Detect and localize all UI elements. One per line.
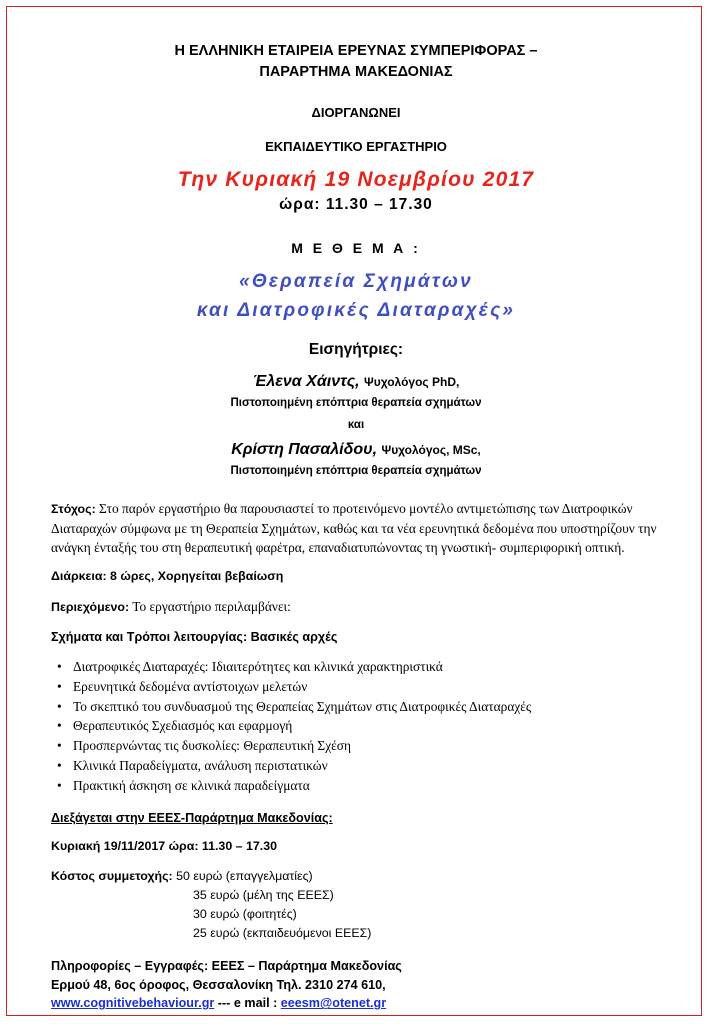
goal-paragraph bbox=[51, 499, 661, 557]
goal-text: Στο παρόν εργαστήριο θα παρουσιαστεί το προτεινόμενο μοντέλο αντιμετώπισης των Διατροφικών Διαταραχών σύμφωνα με τη Θεραπεία Σχημάτων, καθώς και τα νέα ερευνητικά δεδομένα που υποστηρίζουν την ανάγκη ένταξής του στη θεραπευτική φαρέτρα, επαναδιατυπώνοντας τη γνωστική- συμπεριφορική οπτική. bbox=[51, 501, 657, 556]
document-body bbox=[7, 7, 701, 1016]
list-item: • Θεραπευτικός Σχεδιασμός και εφαρμογή bbox=[51, 716, 661, 736]
cost-row bbox=[51, 867, 661, 886]
list-item: • Πρακτική άσκηση σε κλινικά παραδείγματα bbox=[51, 776, 661, 796]
website-link[interactable]: www.cognitivebehaviour.gr bbox=[51, 996, 215, 1011]
theme-title-line2: και Διατροφικές Διαταραχές» bbox=[196, 299, 516, 321]
contents-text: Το εργαστήριο περιλαμβάνει: bbox=[129, 599, 291, 615]
list-item: • Το σκεπτικό του συνδυασμού της Θεραπείας Σχημάτων στις Διατροφικές Διαταραχές bbox=[51, 697, 661, 717]
theme-title-line1: «Θεραπεία Σχημάτων bbox=[239, 271, 473, 293]
theme-label: Μ Ε Θ Ε Μ Α : bbox=[291, 240, 421, 257]
topics-list bbox=[51, 657, 661, 795]
event-time: ώρα: 11.30 – 17.30 bbox=[279, 196, 433, 214]
venue-heading: Διεξάγεται στην ΕΕΕΣ-Παράρτημα Μακεδονίας: bbox=[51, 811, 333, 826]
cost-row bbox=[51, 905, 661, 924]
list-item: • Κλινικά Παραδείγματα, ανάλυση περιστατικών bbox=[51, 756, 661, 776]
section-heading: Σχήματα και Τρόποι λειτουργίας: Βασικές αρχές bbox=[51, 630, 338, 645]
speaker-2-credentials: Ψυχολόγος, MSc, bbox=[381, 443, 481, 458]
speaker-1-certification: Πιστοποιημένη επόπτρια θεραπεία σχημάτων bbox=[230, 397, 482, 410]
speaker-1-name bbox=[51, 373, 661, 391]
speaker-1-name-text: Έλενα Χάιντς, bbox=[252, 373, 360, 391]
cost-item: 35 ευρώ (μέλη της ΕΕΕΣ) bbox=[193, 888, 334, 903]
theme-title bbox=[51, 268, 661, 325]
organization-title-line2: ΠΑΡΑΡΤΗΜΑ ΜΑΚΕΔΟΝΙΑΣ bbox=[259, 64, 453, 81]
contact-line-3 bbox=[51, 994, 661, 1013]
speaker-1-credentials: Ψυχολόγος PhD, bbox=[364, 375, 460, 390]
speaker-2-name bbox=[51, 441, 661, 459]
contact-line-2: Ερμού 48, 6ος όροφος, Θεσσαλονίκη Τηλ. 2310 274 610, bbox=[51, 977, 386, 992]
separator-text: --- e mail : bbox=[217, 996, 278, 1011]
list-item: • Ερευνητικά δεδομένα αντίστοιχων μελετών bbox=[51, 677, 661, 697]
organizes-label: ΔΙΟΡΓΑΝΩΝΕΙ bbox=[311, 105, 401, 121]
goal-label: Στόχος: bbox=[51, 502, 96, 517]
speakers-label: Εισηγήτριες: bbox=[308, 341, 404, 359]
cost-item: 30 ευρώ (φοιτητές) bbox=[193, 906, 297, 921]
event-date-repeat: Κυριακή 19/11/2017 ώρα: 11.30 – 17.30 bbox=[51, 839, 278, 854]
speaker-2-name-text: Κρίστη Πασαλίδου, bbox=[231, 441, 378, 459]
list-item: • Προσπερνώντας τις δυσκολίες: Θεραπευτική Σχέση bbox=[51, 736, 661, 756]
email-link[interactable]: eeesm@otenet.gr bbox=[280, 996, 387, 1011]
speaker-connector: και bbox=[347, 419, 365, 432]
cost-item: 25 ευρώ (εκπαιδευόμενοι ΕΕΕΣ) bbox=[193, 925, 372, 940]
workshop-type: ΕΚΠΑΙΔΕΥΤΙΚΟ ΕΡΓΑΣΤΗΡΙΟ bbox=[265, 139, 447, 155]
cost-label: Κόστος συμμετοχής: bbox=[51, 869, 173, 884]
contact-line-1: Πληροφορίες – Εγγραφές: ΕΕΕΣ – Παράρτημα Μακεδονίας bbox=[51, 958, 402, 973]
contents-label: Περιεχόμενο: bbox=[51, 600, 130, 615]
event-date: Την Κυριακή 19 Νοεμβρίου 2017 bbox=[177, 168, 535, 192]
speaker-2-certification: Πιστοποιημένη επόπτρια θεραπεία σχημάτων bbox=[230, 465, 482, 478]
organization-title bbox=[51, 41, 661, 83]
organization-title-line1: Η ΕΛΛΗΝΙΚΗ ΕΤΑΙΡΕΙΑ ΕΡΕΥΝΑΣ ΣΥΜΠΕΡΙΦΟΡΑΣ – bbox=[174, 43, 538, 59]
body-content bbox=[51, 499, 661, 1013]
contents-line bbox=[51, 597, 661, 617]
cost-row bbox=[51, 886, 661, 905]
cost-block bbox=[51, 867, 661, 942]
cost-item: 50 ευρώ (επαγγελματίες) bbox=[176, 869, 313, 884]
duration-line: Διάρκεια: 8 ώρες, Χορηγείται βεβαίωση bbox=[51, 569, 284, 584]
cost-row bbox=[51, 924, 661, 943]
contact-block bbox=[51, 957, 661, 1014]
document-page bbox=[6, 6, 702, 1016]
list-item: • Διατροφικές Διαταραχές: Ιδιαιτερότητες και κλινικά χαρακτηριστικά bbox=[51, 657, 661, 677]
